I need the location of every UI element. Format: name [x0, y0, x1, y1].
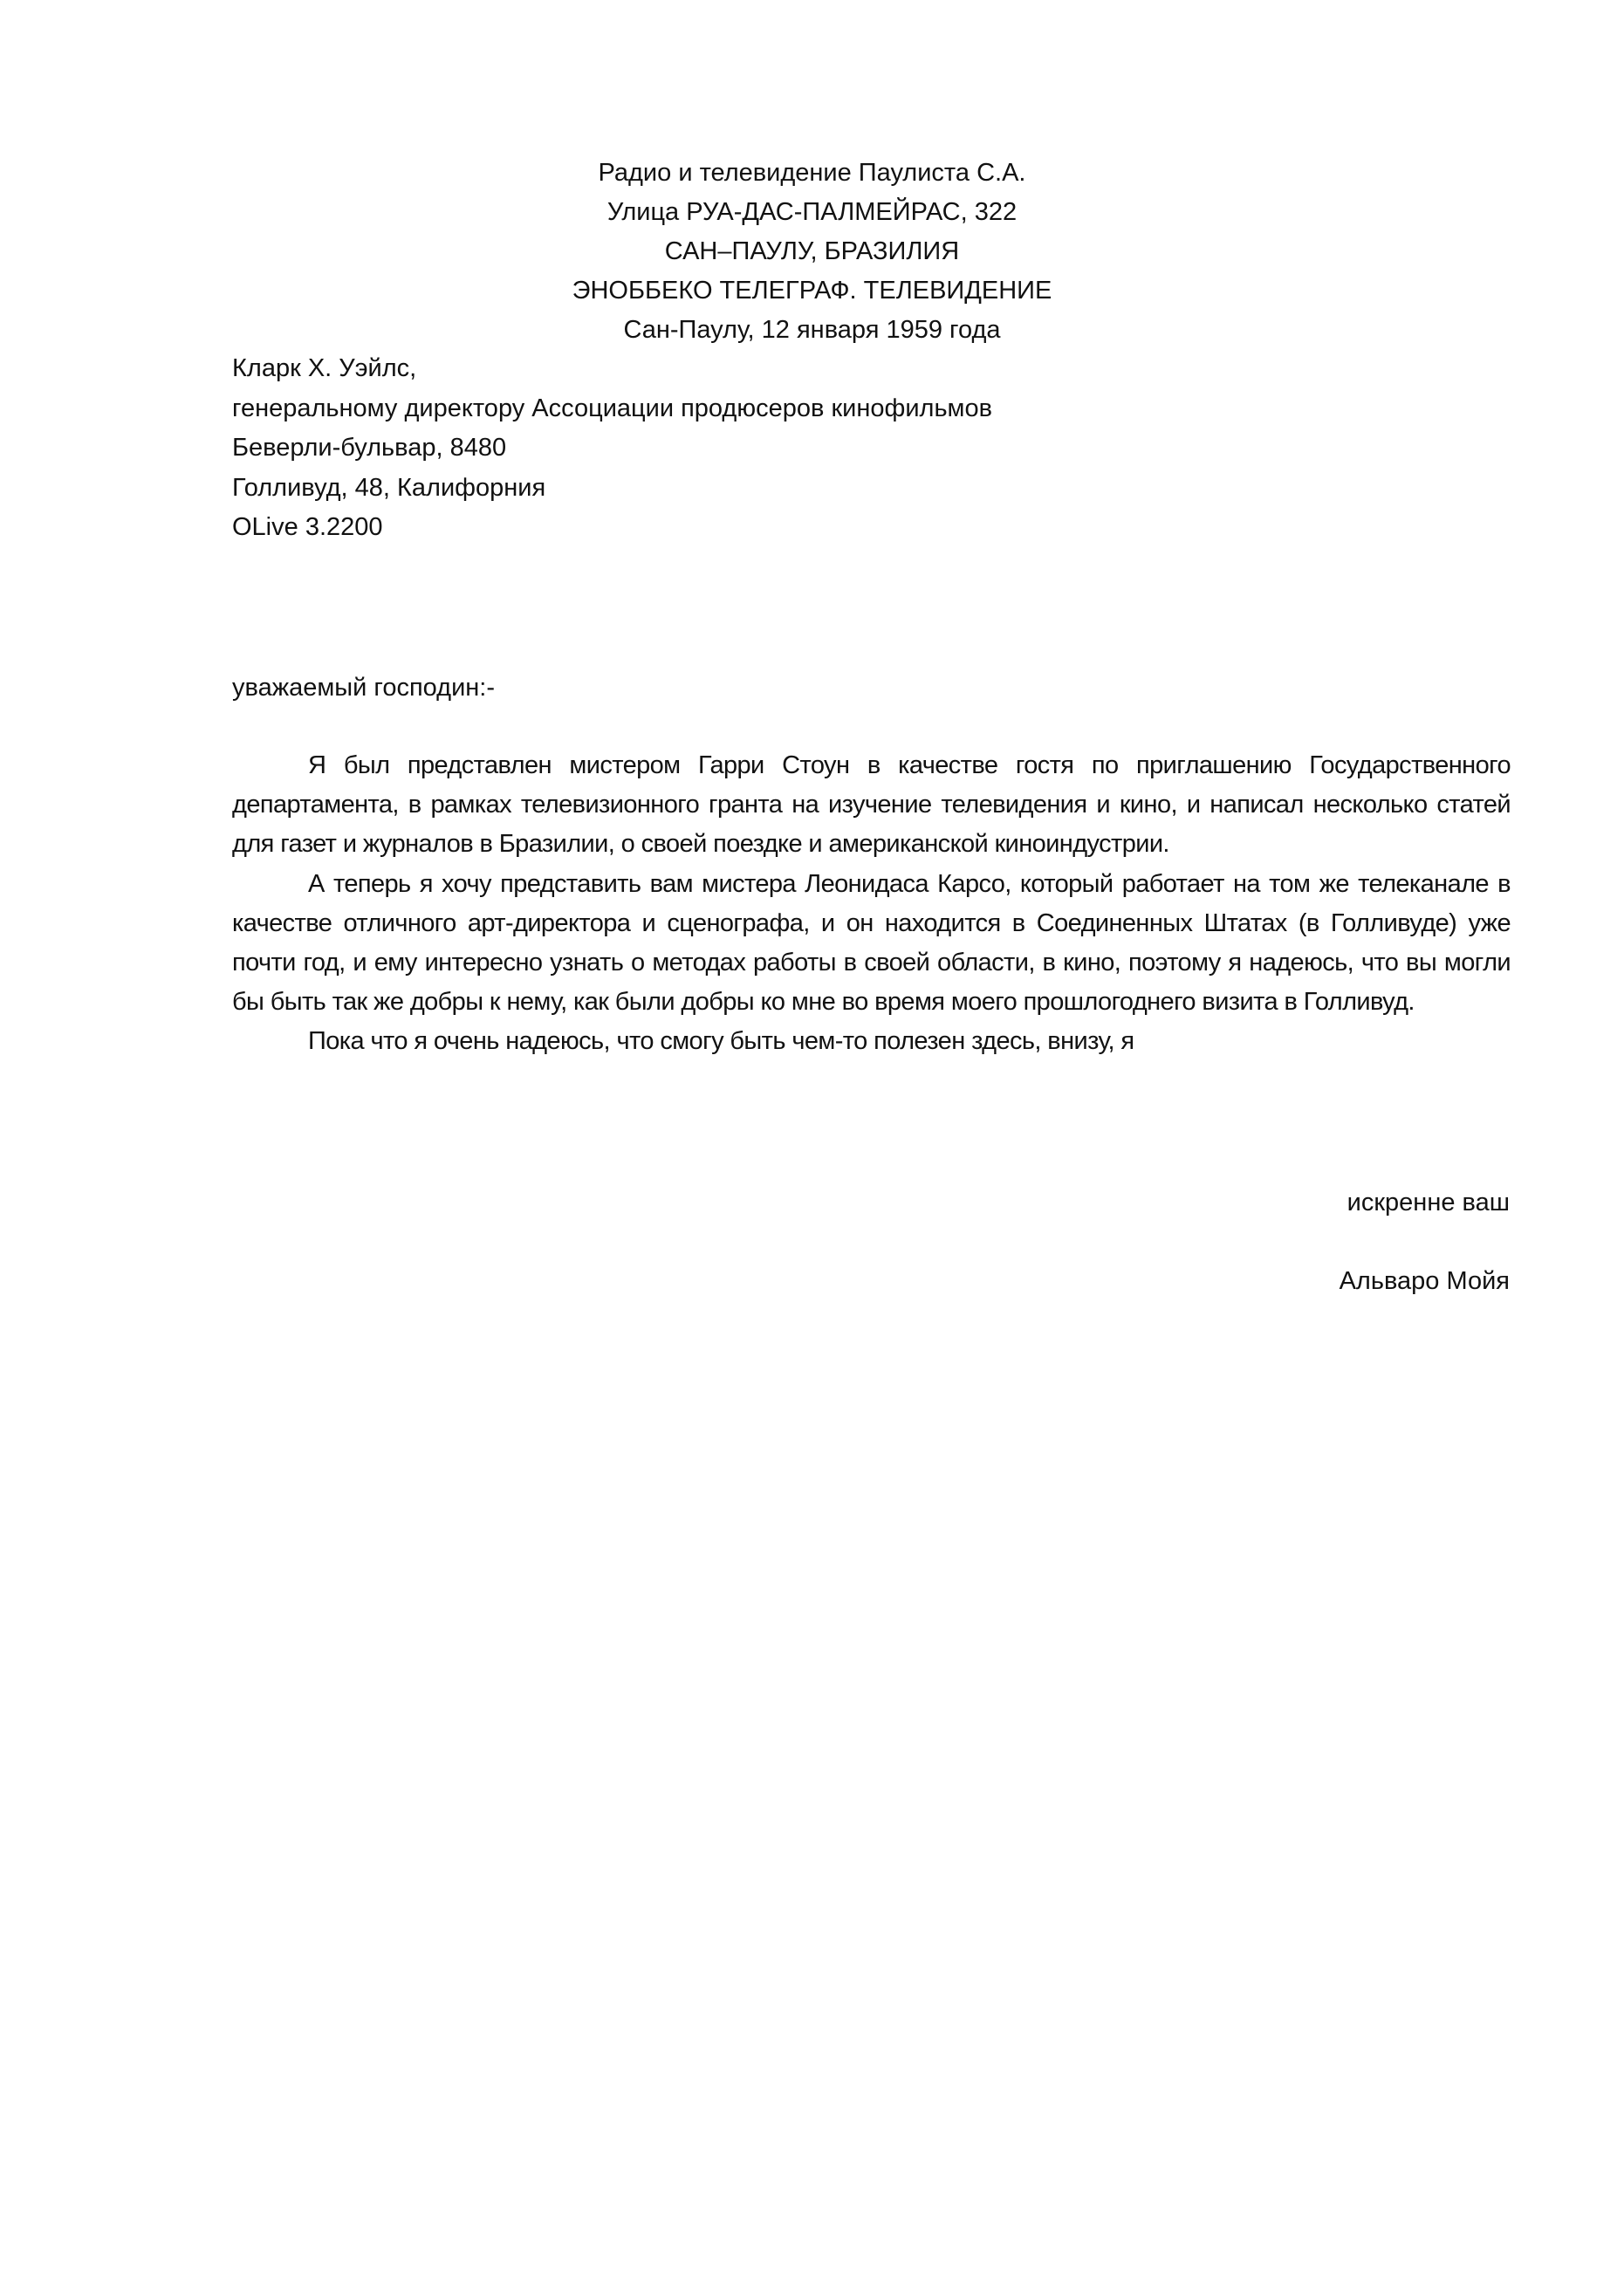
letterhead-company: Радио и телевидение Паулиста С.А.: [598, 159, 1026, 187]
body-paragraph: Пока что я очень надеюсь, что смогу быть чем-то полезен здесь, внизу, я: [308, 1027, 1134, 1056]
body-paragraph: Я был представлен мистером Гарри Стоун в качестве гостя по приглашению Государственного департамента, в рамках телевизионного гранта на изучение телевидения и кино, и написал несколько статей для газет и журналов в Бразилии, о своей поездке и американской киноиндустрии.: [232, 751, 1511, 859]
recipient-address: [232, 349, 992, 548]
letterhead-city: САН–ПАУЛУ, БРАЗИЛИЯ: [664, 237, 960, 265]
letterhead: [0, 154, 1624, 350]
recipient-title: генеральному директору Ассоциации продюсеров кинофильмов: [232, 394, 993, 422]
letterhead-street: Улица РУА-ДАС-ПАЛМЕЙРАС, 322: [606, 198, 1018, 226]
body-paragraph: А теперь я хочу представить вам мистера Леонидаса Карсо, который работает на том же телеканале в качестве отличного арт-директора и сценографа, и он находится в Соединенных Штатах (в Голливуде) уже почти год, и ему интересно узнать о методах работы в своей области, в кино, поэтому я надеюсь, что вы могли бы быть так же добры к нему, как были добры ко мне во время моего прошлогоднего визита в Голливуд.: [232, 869, 1511, 1017]
signature: Альваро Мойя: [1339, 1267, 1510, 1295]
letter-body: [232, 746, 1511, 1062]
salutation: уважаемый господин:-: [232, 674, 496, 702]
letterhead-date: Сан-Паулу, 12 января 1959 года: [623, 316, 1001, 344]
recipient-name: Кларк Х. Уэйлс,: [232, 354, 417, 382]
recipient-city: Голливуд, 48, Калифорния: [232, 473, 546, 502]
closing: искренне ваш: [1346, 1189, 1510, 1217]
recipient-phone: OLive 3.2200: [232, 513, 383, 541]
letterhead-telegraph: ЭНОББЕКО ТЕЛЕГРАФ. ТЕЛЕВИДЕНИЕ: [572, 277, 1052, 305]
recipient-street: Беверли-бульвар, 8480: [232, 434, 507, 462]
